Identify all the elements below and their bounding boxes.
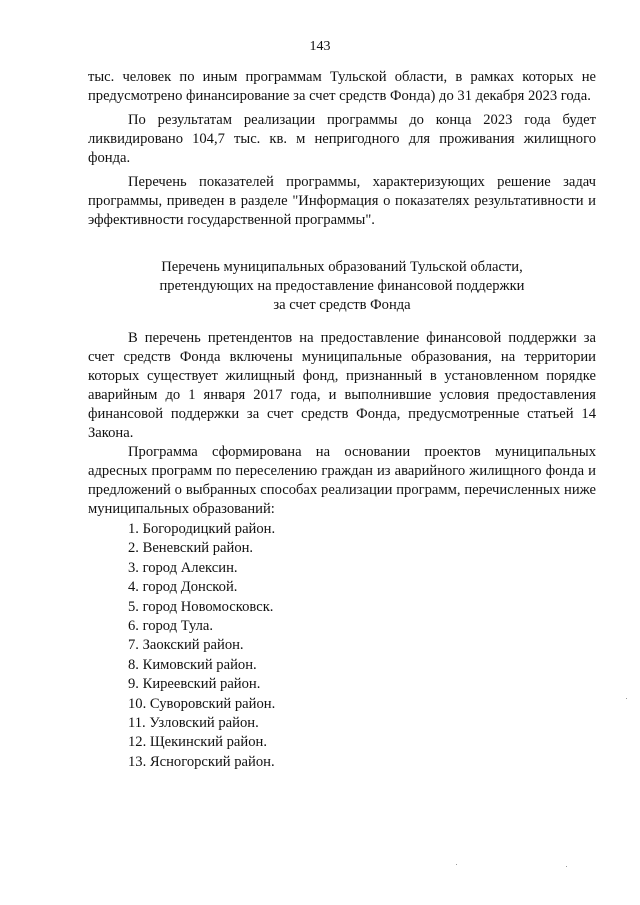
list-item: 7. Заокский район. — [128, 637, 244, 654]
list-item: 3. город Алексин. — [128, 559, 238, 576]
section-body — [88, 329, 596, 519]
result-paragraph: По результатам реализации программы до конца 2023 года будет ликвидировано 104,7 тыс. кв. м непригодного для проживания жилищного фонда. — [88, 112, 596, 166]
intro-section — [88, 68, 596, 230]
list-item: 1. Богородицкий район. — [128, 521, 276, 537]
indicators-paragraph: Перечень показателей программы, характеризующих решение задач программы, приведен в разделе "Информация о показателях результативности и эффективности государственной программы". — [88, 174, 596, 228]
list-item: 11. Узловский район. — [128, 715, 259, 732]
applicants-paragraph: В перечень претендентов на предоставление финансовой поддержки за счет средств Фонда включены муниципальные образования, на территории которых существует жилищный фонд, признанный в установленном порядке аварийным до 1 января 2017 года, и выполнившие условия предоставления финансовой поддержки за счет средств Фонда, предусмотренные статьей 14 Закона. — [88, 330, 596, 441]
program-basis-paragraph: Программа сформирована на основании проектов муниципальных адресных программ по переселению граждан из аварийного жилищного фонда и предложений о выбранных способах реализации программ, перечисленных ниже муниципальных образований: — [88, 444, 596, 517]
heading-line: за счет средств Фонда — [273, 297, 411, 313]
list-item: 9. Киреевский район. — [128, 676, 261, 693]
heading-line: Перечень муниципальных образований Тульской области, — [161, 259, 523, 275]
continuation-paragraph: тыс. человек по иным программам Тульской области, в рамках которых не предусмотрено финансирование за счет средств Фонда) до 31 декабря 2023 года. — [88, 69, 596, 104]
scan-speck — [626, 698, 627, 699]
section-heading — [88, 258, 596, 315]
list-item: 10. Суворовский район. — [128, 695, 276, 712]
list-item: 12. Щекинский район. — [128, 734, 267, 751]
scan-speck — [456, 864, 457, 865]
list-item: 5. город Новомосковск. — [128, 598, 274, 615]
heading-line: претендующих на предоставление финансовой поддержки — [159, 278, 525, 294]
municipalities-list — [128, 520, 275, 772]
list-item: 6. город Тула. — [128, 618, 214, 635]
list-item: 13. Ясногорский район. — [128, 753, 275, 770]
list-item: 4. город Донской. — [128, 579, 238, 596]
scan-speck — [566, 866, 567, 867]
page-number: 143 — [309, 39, 331, 54]
list-item: 8. Кимовский район. — [128, 656, 257, 673]
list-item: 2. Веневский район. — [128, 540, 254, 557]
